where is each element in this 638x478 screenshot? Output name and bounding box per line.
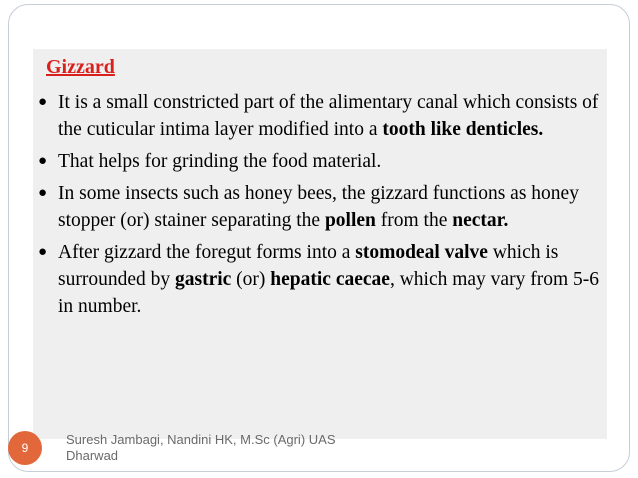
bullet-text: In some insects such as honey bees, the gizzard functions as honey stopper (or) stainer separating the <box>58 183 579 231</box>
bullet-text: After gizzard the foregut forms into a <box>58 242 356 263</box>
page-number-badge: 9 <box>8 431 42 465</box>
bullet-item <box>36 239 601 320</box>
bullet-text: from the <box>375 210 453 231</box>
bullet-bold-text: gastric <box>174 269 232 290</box>
bullet-text: That helps for grinding the food material. <box>58 151 382 172</box>
bullet-dot-icon: ● <box>38 244 48 260</box>
bullet-dot-icon: ● <box>38 185 48 201</box>
bullet-list <box>36 89 601 325</box>
bullet-item <box>36 89 601 143</box>
bullet-dot-icon: ● <box>38 153 48 169</box>
bullet-item <box>36 180 601 234</box>
bullet-text: , which may vary from 5-6 in number. <box>58 269 599 317</box>
bullet-bold-text: hepatic caecae <box>270 269 390 290</box>
slide-title: Gizzard <box>46 56 115 78</box>
footer-text: Suresh Jambagi, Nandini HK, M.Sc (Agri) UAS Dharwad <box>66 432 336 463</box>
bullet-bold-text: pollen <box>324 210 376 231</box>
bullet-dot-icon: ● <box>38 94 48 110</box>
bullet-text: (or) <box>231 269 271 290</box>
bullet-item <box>36 148 601 175</box>
bullet-text: It is a small constricted part of the alimentary canal which consists of the cuticular intima layer modified into a <box>58 92 599 140</box>
bullet-bold-text: nectar. <box>452 210 509 231</box>
bullet-text: which is surrounded by <box>58 242 559 290</box>
bullet-bold-text: stomodeal valve <box>355 242 488 263</box>
bullet-bold-text: tooth like denticles. <box>382 119 544 140</box>
